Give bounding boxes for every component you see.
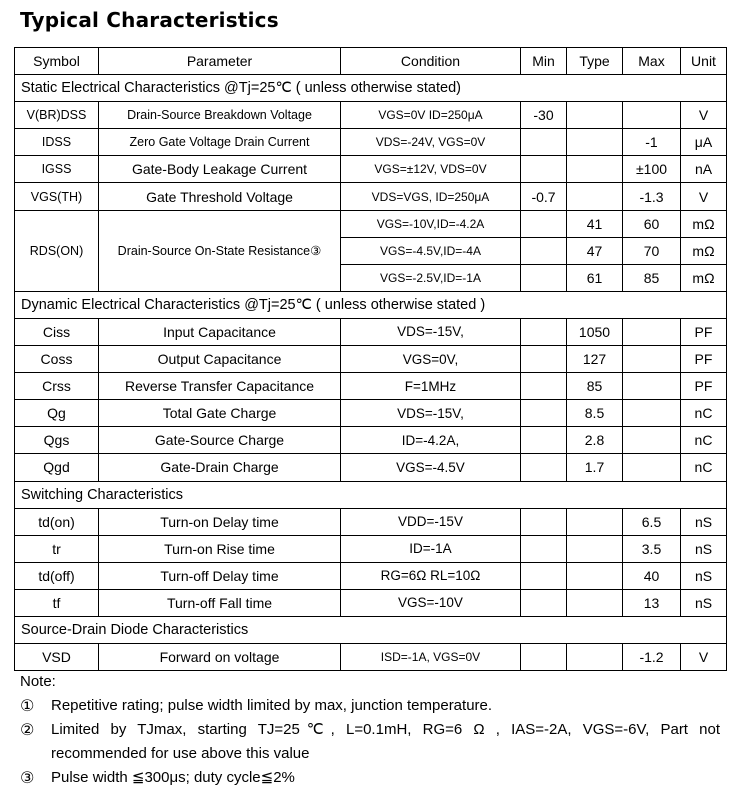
header-symbol: Symbol [15,48,99,75]
note-2 [20,718,720,766]
min-cell [521,427,567,454]
parameter-cell: Drain-Source Breakdown Voltage [99,102,341,129]
table-row [15,589,727,616]
header-parameter: Parameter [99,48,341,75]
min-cell [521,156,567,183]
note-3 [20,766,720,790]
table-row [15,454,727,481]
symbol-cell: Coss [15,346,99,373]
max-cell [623,454,681,481]
table-row [15,427,727,454]
header-max: Max [623,48,681,75]
notes-heading: Note: [20,673,56,690]
unit-cell: V [681,102,727,129]
section-row [15,616,727,643]
section-diode: Source-Drain Diode Characteristics [15,616,727,643]
max-cell [623,373,681,400]
type-cell [567,562,623,589]
page-title: Typical Characteristics [20,8,279,32]
max-cell: 6.5 [623,508,681,535]
type-cell [567,156,623,183]
section-row [15,75,727,102]
table-row [15,400,727,427]
type-cell [567,508,623,535]
max-cell [623,318,681,345]
type-cell: 2.8 [567,427,623,454]
unit-cell: nS [681,535,727,562]
parameter-cell: Output Capacitance [99,346,341,373]
max-cell [623,400,681,427]
max-cell [623,427,681,454]
parameter-cell: Turn-off Fall time [99,589,341,616]
parameter-cell: Turn-on Rise time [99,535,341,562]
min-cell [521,400,567,427]
min-cell [521,318,567,345]
table-row [15,318,727,345]
min-cell [521,562,567,589]
max-cell [623,346,681,373]
unit-cell: nA [681,156,727,183]
parameter-cell: Turn-on Delay time [99,508,341,535]
condition-cell: VDS=VGS, ID=250μA [341,183,521,210]
table-row [15,156,727,183]
type-cell [567,589,623,616]
unit-cell: nS [681,589,727,616]
section-dynamic: Dynamic Electrical Characteristics @Tj=25℃ ( unless otherwise stated ) [15,291,727,318]
min-cell [521,264,567,291]
condition-cell: VDS=-15V, [341,318,521,345]
condition-cell: ISD=-1A, VGS=0V [341,644,521,671]
parameter-cell: Input Capacitance [99,318,341,345]
max-cell: 85 [623,264,681,291]
min-cell [521,508,567,535]
type-cell [567,102,623,129]
table-row [15,102,727,129]
type-cell: 127 [567,346,623,373]
condition-cell: VGS=±12V, VDS=0V [341,156,521,183]
unit-cell: nC [681,427,727,454]
max-cell: 60 [623,210,681,237]
note-text: recommended for use above this value [51,745,310,762]
condition-cell: VGS=0V, [341,346,521,373]
max-cell: 3.5 [623,535,681,562]
min-cell [521,373,567,400]
max-cell [623,102,681,129]
symbol-cell: Qgs [15,427,99,454]
unit-cell: μA [681,129,727,156]
section-row [15,481,727,508]
symbol-cell: tf [15,589,99,616]
note-text: Limited by TJmax, starting TJ=25℃, L=0.1mH, RG=6 Ω , IAS=-2A, VGS=-6V, Part not [51,721,720,738]
symbol-cell: VGS(TH) [15,183,99,210]
type-cell: 41 [567,210,623,237]
section-static: Static Electrical Characteristics @Tj=25℃ ( unless otherwise stated) [15,75,727,102]
header-type: Type [567,48,623,75]
condition-cell: VDS=-24V, VGS=0V [341,129,521,156]
unit-cell: mΩ [681,210,727,237]
min-cell: -0.7 [521,183,567,210]
condition-cell: VGS=-10V [341,589,521,616]
unit-cell: nS [681,508,727,535]
table-row [15,535,727,562]
section-switching: Switching Characteristics [15,481,727,508]
type-cell [567,129,623,156]
min-cell [521,210,567,237]
symbol-cell: Qg [15,400,99,427]
table-row [15,129,727,156]
type-cell: 61 [567,264,623,291]
table-row [15,346,727,373]
parameter-cell: Drain-Source On-State Resistance③ [99,210,341,291]
symbol-cell: td(on) [15,508,99,535]
max-cell: 70 [623,237,681,264]
symbol-cell: Crss [15,373,99,400]
type-cell [567,183,623,210]
max-cell: 40 [623,562,681,589]
symbol-cell: RDS(ON) [15,210,99,291]
header-condition: Condition [341,48,521,75]
unit-cell: nC [681,400,727,427]
type-cell: 8.5 [567,400,623,427]
min-cell [521,129,567,156]
type-cell [567,535,623,562]
note-text: Pulse width ≦300μs; duty cycle≦2% [51,769,295,786]
note-text: Repetitive rating; pulse width limited by max, junction temperature. [51,697,493,714]
min-cell [521,346,567,373]
parameter-cell: Gate-Body Leakage Current [99,156,341,183]
type-cell [567,644,623,671]
characteristics-table [14,47,727,671]
min-cell [521,535,567,562]
symbol-cell: tr [15,535,99,562]
unit-cell: PF [681,373,727,400]
min-cell [521,644,567,671]
condition-cell: VGS=0V ID=250μA [341,102,521,129]
unit-cell: PF [681,346,727,373]
parameter-cell: Zero Gate Voltage Drain Current [99,129,341,156]
condition-cell: ID=-1A [341,535,521,562]
max-cell: -1.3 [623,183,681,210]
note-number: ② [20,720,35,739]
type-cell: 1050 [567,318,623,345]
condition-cell: VGS=-4.5V [341,454,521,481]
condition-cell: F=1MHz [341,373,521,400]
type-cell: 47 [567,237,623,264]
table-row [15,373,727,400]
condition-cell: VDD=-15V [341,508,521,535]
header-unit: Unit [681,48,727,75]
notes-section [20,670,720,790]
condition-cell: VGS=-2.5V,ID=-1A [341,264,521,291]
symbol-cell: Ciss [15,318,99,345]
parameter-cell: Gate-Source Charge [99,427,341,454]
unit-cell: V [681,644,727,671]
condition-cell: VGS=-10V,ID=-4.2A [341,210,521,237]
parameter-cell: Forward on voltage [99,644,341,671]
unit-cell: PF [681,318,727,345]
unit-cell: V [681,183,727,210]
table-row [15,210,727,237]
note-number: ③ [20,768,35,787]
unit-cell: nS [681,562,727,589]
symbol-cell: VSD [15,644,99,671]
section-row [15,291,727,318]
type-cell: 85 [567,373,623,400]
parameter-cell: Total Gate Charge [99,400,341,427]
max-cell: 13 [623,589,681,616]
parameter-cell: Turn-off Delay time [99,562,341,589]
condition-cell: RG=6Ω RL=10Ω [341,562,521,589]
note-number: ① [20,696,35,715]
header-row [15,48,727,75]
note-1 [20,694,720,718]
max-cell: -1.2 [623,644,681,671]
parameter-cell: Gate-Drain Charge [99,454,341,481]
header-min: Min [521,48,567,75]
max-cell: ±100 [623,156,681,183]
table-row [15,562,727,589]
unit-cell: nC [681,454,727,481]
table-row [15,508,727,535]
symbol-cell: IGSS [15,156,99,183]
unit-cell: mΩ [681,237,727,264]
condition-cell: VGS=-4.5V,ID=-4A [341,237,521,264]
condition-cell: ID=-4.2A, [341,427,521,454]
table-row [15,644,727,671]
symbol-cell: IDSS [15,129,99,156]
parameter-cell: Gate Threshold Voltage [99,183,341,210]
condition-cell: VDS=-15V, [341,400,521,427]
min-cell [521,237,567,264]
max-cell: -1 [623,129,681,156]
type-cell: 1.7 [567,454,623,481]
min-cell [521,454,567,481]
symbol-cell: V(BR)DSS [15,102,99,129]
min-cell [521,589,567,616]
unit-cell: mΩ [681,264,727,291]
table-row [15,183,727,210]
parameter-cell: Reverse Transfer Capacitance [99,373,341,400]
symbol-cell: td(off) [15,562,99,589]
min-cell: -30 [521,102,567,129]
symbol-cell: Qgd [15,454,99,481]
